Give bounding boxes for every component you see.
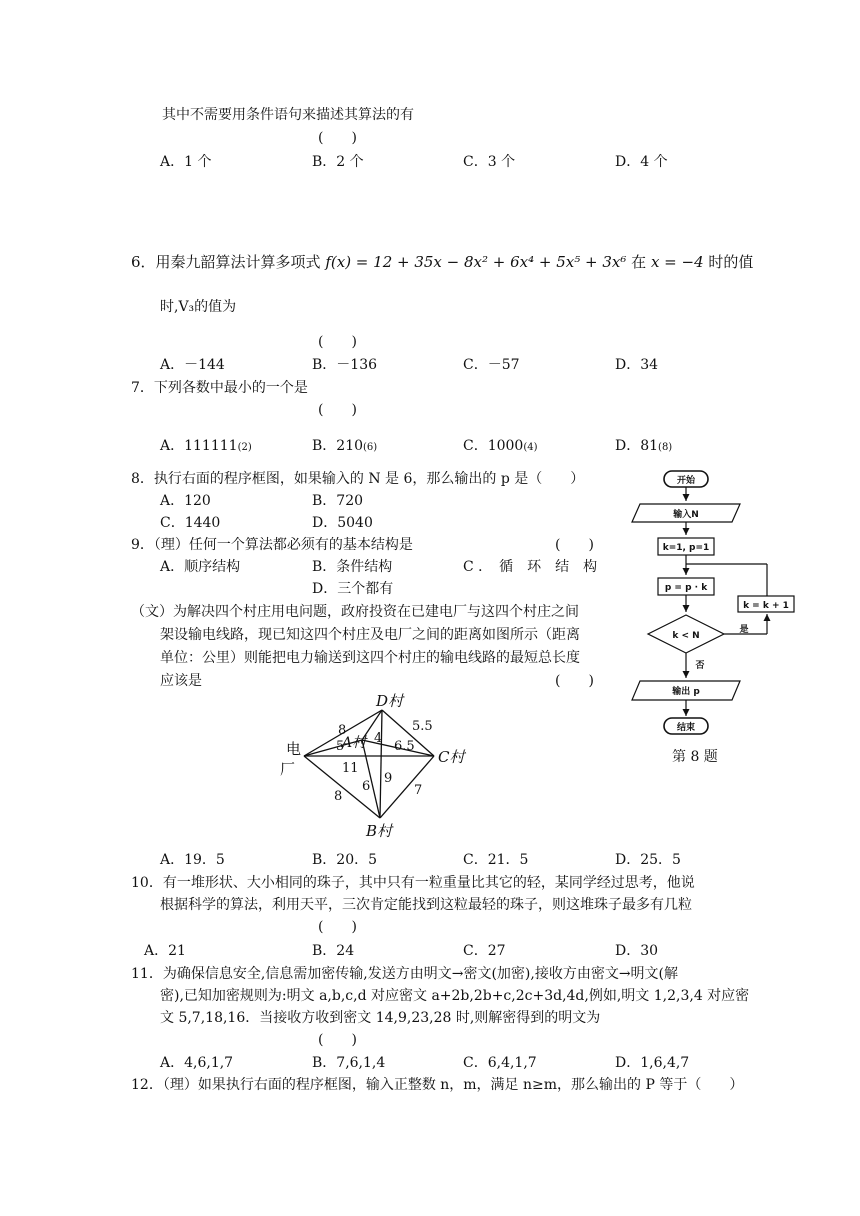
q5-answer-paren: ( ) xyxy=(318,130,357,146)
q11-line-1: 11．为确保信息安全,信息需加密传输,发送方由明文→密文(加密),接收方由密文→明文(解 xyxy=(131,966,679,982)
q9-wen-line-2: 架设输电线路，现已知这四个村庄及电厂之间的距离如图所示（距离 xyxy=(160,627,580,643)
q5-option-c: C．3 个 xyxy=(463,154,516,170)
edge-label-p-b: 8 xyxy=(334,789,343,804)
q11-line-2: 密),已知加密规则为:明文 a,b,c,d 对应密文 a+2b,2b+c,2c+3d,4d,例如,明文 1,2,3,4 对应密 xyxy=(160,988,750,1004)
flowchart-caption: 第 8 题 xyxy=(672,749,718,765)
q6-formula: f(x) = 12 + 35x − 8x² + 6x⁴ + 5x⁵ + 3x⁶ xyxy=(325,253,627,271)
q6-option-a: A．－144 xyxy=(160,357,225,373)
q7-answer-paren: ( ) xyxy=(318,402,357,418)
flow-output-label: 输出 p xyxy=(672,687,700,697)
q11-option-a: A．4,6,1,7 xyxy=(160,1055,234,1071)
q11-option-d: D．1,6,4,7 xyxy=(615,1055,690,1071)
q7-option-a-value: A．111111 xyxy=(160,438,238,454)
q9-wen-option-c: C．21．5 xyxy=(463,852,529,868)
q7-option-c-base: (4) xyxy=(523,442,538,453)
flow-no-label: 否 xyxy=(695,661,705,671)
q7-option-b-value: B．210 xyxy=(312,438,364,454)
q7-option-d-value: D．81 xyxy=(615,438,659,454)
q10-option-a: A．21 xyxy=(144,943,186,959)
q11-option-c: C．6,4,1,7 xyxy=(463,1055,537,1071)
q7-option-b xyxy=(312,439,377,453)
q7-option-a xyxy=(160,439,252,453)
q9-wen-line-4: 应该是 xyxy=(160,673,202,689)
q6-condition: x = −4 xyxy=(650,253,704,271)
node-power-plant-1: 电 xyxy=(286,740,302,758)
flow-process-label: p = p · k xyxy=(664,583,708,593)
q6-option-c: C．－57 xyxy=(463,357,520,373)
q9-option-d: D．三个都有 xyxy=(312,581,394,597)
q9-wen-line-1: （文）为解决四个村庄用电问题，政府投资在已建电厂与这四个村庄之间 xyxy=(131,604,579,620)
flow-start-label: 开始 xyxy=(676,476,696,486)
q11-answer-paren: ( ) xyxy=(318,1032,357,1048)
flow-init-label: k=1, p=1 xyxy=(662,543,710,553)
village-distance-graph xyxy=(270,690,480,840)
q11-option-b: B．7,6,1,4 xyxy=(312,1055,386,1071)
q5-option-b: B．2 个 xyxy=(312,154,364,170)
q10-option-c: C．27 xyxy=(463,943,506,959)
q8-stem: 8．执行右面的程序框图，如果输入的 N 是 6，那么输出的 p 是（ ） xyxy=(131,471,585,487)
q9-wen-answer-paren: ( ) xyxy=(555,673,594,689)
flow-end-label: 结束 xyxy=(676,723,696,733)
q9-option-b: B．条件结构 xyxy=(312,559,393,575)
flow-condition-label: k < N xyxy=(672,631,700,641)
flowchart-q8 xyxy=(628,468,798,738)
edge-label-a-d: 4 xyxy=(374,731,383,746)
edge-label-p-a: 5 xyxy=(336,739,345,754)
node-power-plant-2: 厂 xyxy=(280,760,296,778)
q9-answer-paren: ( ) xyxy=(555,537,594,553)
q6-option-d: D．34 xyxy=(615,357,659,373)
node-d-village: D村 xyxy=(376,692,404,710)
q8-option-a: A．120 xyxy=(160,493,211,509)
q6-answer-paren: ( ) xyxy=(318,334,357,350)
node-b-village: B村 xyxy=(366,822,393,840)
q8-option-d: D．5040 xyxy=(312,515,373,531)
node-c-village: C村 xyxy=(438,748,465,766)
flow-yes-label: 是 xyxy=(739,625,749,635)
q9-wen-option-a: A．19．5 xyxy=(160,852,225,868)
flow-input-label: 输入N xyxy=(673,510,699,520)
edge-label-d-b: 9 xyxy=(384,771,393,786)
q9-wen-option-b: B．20．5 xyxy=(312,852,378,868)
q10-option-d: D．30 xyxy=(615,943,659,959)
q7-option-b-base: (6) xyxy=(363,442,378,453)
q7-option-d-base: (8) xyxy=(658,442,673,453)
q8-option-b: B．720 xyxy=(312,493,364,509)
q5-stem: 其中不需要用条件语句来描述其算法的有 xyxy=(162,107,414,123)
q6-option-b: B．－136 xyxy=(312,357,378,373)
edge-label-a-b: 6 xyxy=(362,779,371,794)
q9-stem: 9．（理）任何一个算法都必须有的基本结构是 xyxy=(131,537,413,553)
q6-stem xyxy=(131,255,753,270)
edge-label-c-b: 7 xyxy=(414,783,423,798)
edge-label-d-c: 5.5 xyxy=(412,719,433,734)
q12-stem: 12．（理）如果执行右面的程序框图，输入正整数 n，m，满足 n≥m，那么输出的 P 等于（ ） xyxy=(131,1077,744,1093)
edge-label-p-d: 8 xyxy=(338,723,347,738)
q7-option-d xyxy=(615,439,672,453)
q9-wen-option-d: D．25．5 xyxy=(615,852,681,868)
q5-option-d: D．4 个 xyxy=(615,154,668,170)
q10-line-2: 根据科学的算法，利用天平，三次肯定能找到这粒最轻的珠子，则这堆珠子最多有几粒 xyxy=(160,897,692,913)
q10-option-b: B．24 xyxy=(312,943,355,959)
q9-option-a: A．顺序结构 xyxy=(160,559,241,575)
edge-label-p-c: 11 xyxy=(342,761,359,776)
flow-increment-label: k = k + 1 xyxy=(743,601,789,611)
q11-line-3: 文 5,7,18,16．当接收方收到密文 14,9,23,28 时,则解密得到的明文为 xyxy=(160,1010,601,1026)
q9-option-c: C ． 循 环 结 构 xyxy=(463,559,598,575)
node-a-village: A村 xyxy=(342,735,367,751)
q7-stem: 7．下列各数中最小的一个是 xyxy=(131,380,308,396)
q6-line2: 时,V₃的值为 xyxy=(160,299,237,315)
q7-option-a-base: (2) xyxy=(237,442,252,453)
q6-suffix: 时的值 xyxy=(708,253,754,271)
q7-option-c xyxy=(463,439,538,453)
q7-option-c-value: C．1000 xyxy=(463,438,524,454)
q8-option-c: C．1440 xyxy=(160,515,221,531)
edge-label-a-c: 6.5 xyxy=(394,739,415,754)
q5-option-a: A．1 个 xyxy=(160,154,212,170)
q9-wen-line-3: 单位：公里）则能把电力输送到这四个村庄的输电线路的最短总长度 xyxy=(160,650,580,666)
q10-line-1: 10．有一堆形状、大小相同的珠子，其中只有一粒重量比其它的轻，某同学经过思考，他说 xyxy=(131,875,695,891)
q6-mid: 在 xyxy=(631,253,647,271)
q6-prefix: 6．用秦九韶算法计算多项式 xyxy=(131,253,321,271)
q10-answer-paren: ( ) xyxy=(318,919,357,935)
